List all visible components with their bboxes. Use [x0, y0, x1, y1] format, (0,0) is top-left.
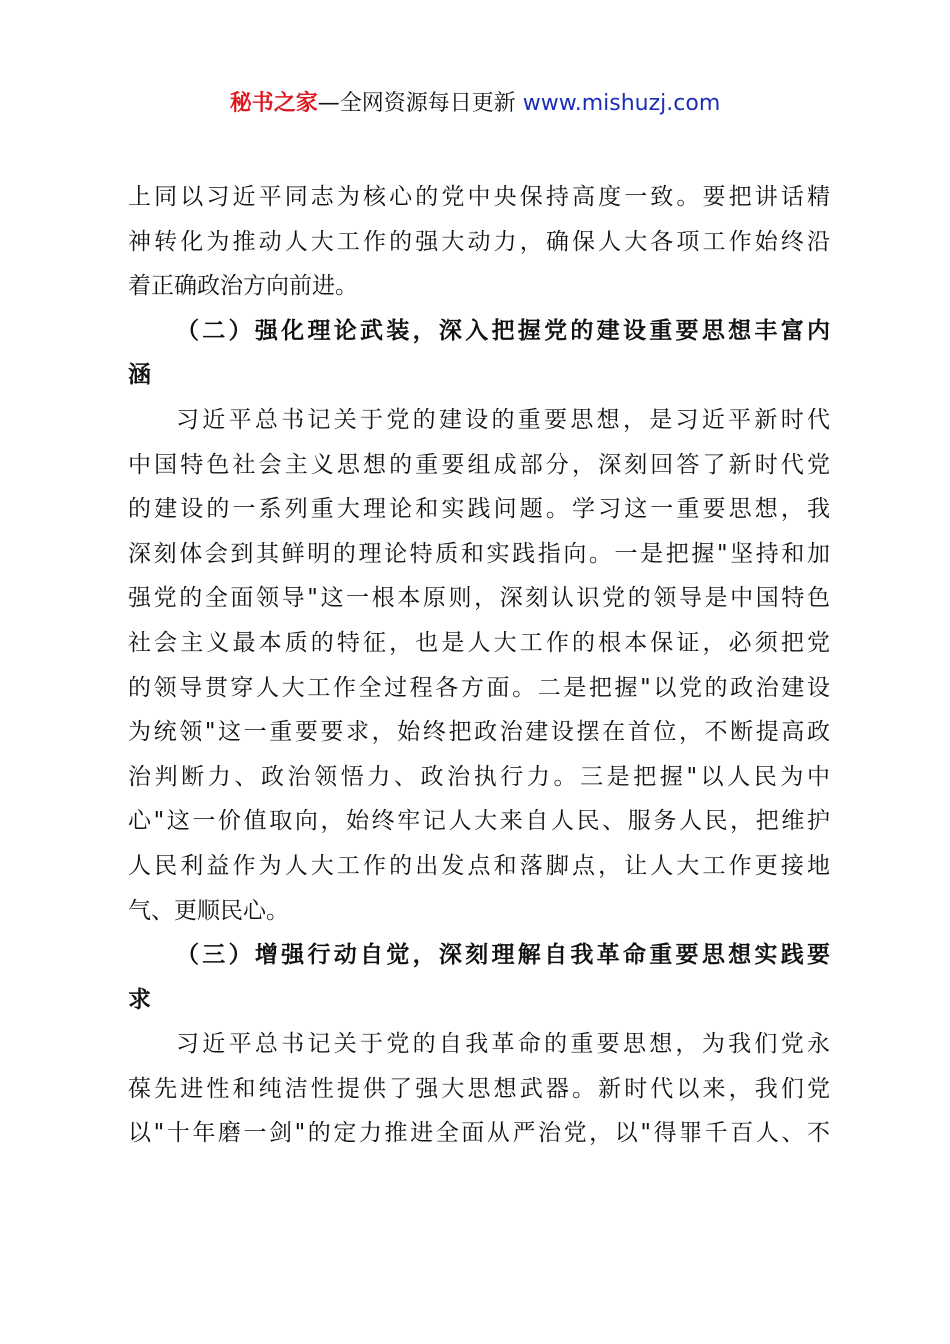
paragraph-line: 习近平总书记关于党的自我革命的重要思想，为我们党永 — [176, 1031, 830, 1058]
paragraph-line: 强党的全面领导"这一根本原则，深刻认识党的领导是中国特色 — [128, 585, 830, 612]
section-heading: 求 — [128, 986, 151, 1013]
paragraph-line: 治判断力、政治领悟力、政治执行力。三是把握"以人民为中 — [128, 763, 830, 790]
section-heading: （三）增强行动自觉，深刻理解自我革命重要思想实践要 — [176, 942, 830, 969]
paragraph-line: 中国特色社会主义思想的重要组成部分，深刻回答了新时代党 — [128, 451, 830, 478]
paragraph-line: 以"十年磨一剑"的定力推进全面从严治党，以"得罪千百人、不 — [128, 1120, 830, 1147]
paragraph-line: 的领导贯穿人大工作全过程各方面。二是把握"以党的政治建设 — [128, 674, 830, 701]
paragraph-line: 人民利益作为人大工作的出发点和落脚点，让人大工作更接地 — [128, 852, 830, 879]
section-heading: 涵 — [128, 362, 151, 389]
paragraph-line: 神转化为推动人大工作的强大动力，确保人大各项工作始终沿 — [128, 228, 830, 255]
watermark-header — [0, 88, 950, 120]
paragraph-line: 气、更顺民心。 — [128, 897, 289, 924]
document-body — [128, 175, 830, 1156]
paragraph-line: 葆先进性和纯洁性提供了强大思想武器。新时代以来，我们党 — [128, 1075, 830, 1102]
site-url[interactable]: www.mishuzj.com — [522, 91, 721, 116]
paragraph-line: 的建设的一系列重大理论和实践问题。学习这一重要思想，我 — [128, 496, 830, 523]
paragraph-line: 习近平总书记关于党的建设的重要思想，是习近平新时代 — [176, 406, 830, 433]
paragraph-line: 上同以习近平同志为核心的党中央保持高度一致。要把讲话精 — [128, 184, 830, 210]
paragraph-line: 为统领"这一重要要求，始终把政治建设摆在首位，不断提高政 — [128, 719, 830, 746]
header-tagline: —全网资源每日更新 — [317, 91, 523, 116]
paragraph-line: 社会主义最本质的特征，也是人大工作的根本保证，必须把党 — [128, 629, 830, 656]
paragraph-line: 深刻体会到其鲜明的理论特质和实践指向。一是把握"坚持和加 — [128, 540, 830, 567]
paragraph-line: 着正确政治方向前进。 — [128, 273, 358, 300]
brand-name: 秘书之家 — [229, 91, 318, 116]
paragraph-line: 心"这一价值取向，始终牢记人大来自人民、服务人民，把维护 — [128, 808, 830, 835]
section-heading: （二）强化理论武装，深入把握党的建设重要思想丰富内 — [176, 317, 830, 344]
